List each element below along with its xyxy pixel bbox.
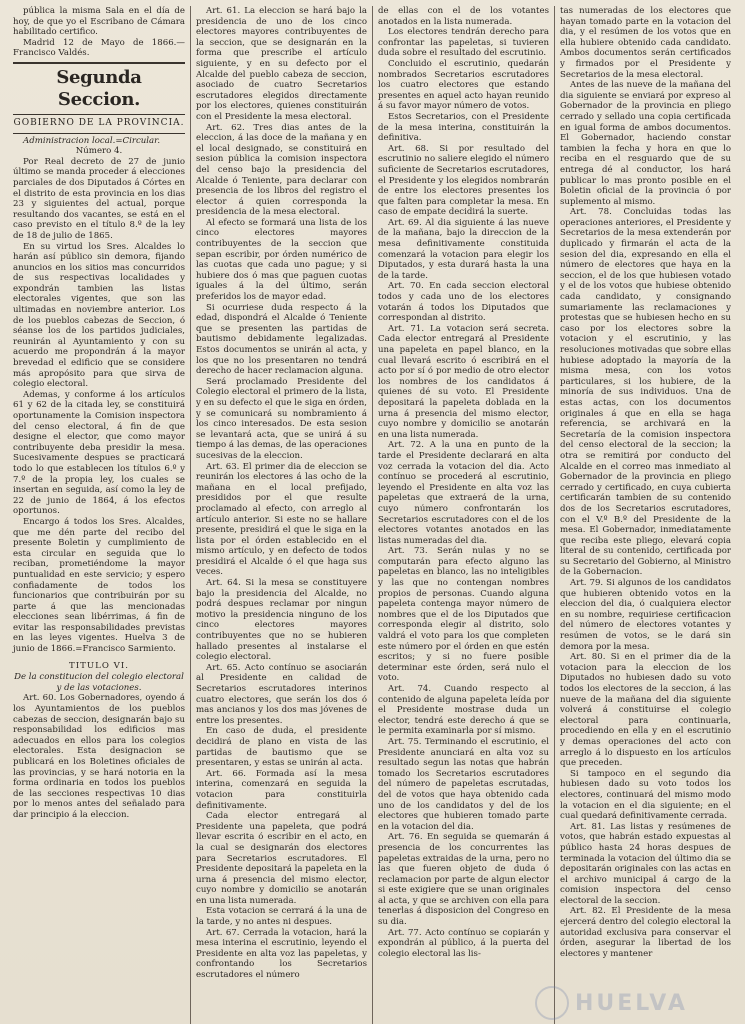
article-60: Art. 60. Los Gobernadores, oyendo á los Ayuntamientos de los pueblos cabezas de seccion, designarán bajo su responsabilidad los edificios mas adecuados en ellos para los colegios electorales. Esta designacion se publicará en los Boletines oficiales de las provincias, y se hará notoria en la forma ordinaria en todos los pueblos de las secciones respectivas 10 dias por lo menos antes del señalado para dar principio á la eleccion. [13,693,185,820]
paragraph: pública la misma Sala en el día de hoy, de que yo el Escribano de Cámara habilitado certifico. [13,6,185,38]
article-81: Art. 81. Las listas y resúmenes de votos, que habrán estado expuestas al público hasta 24 horas despues de terminada la votacion del último dia se depositarán originales con las actas en el archivo municipal á cargo de la comision inspectora del censo electoral de la seccion. [560,821,731,906]
paragraph: Si ocurriese duda respecto á la edad, dispondrá el Alcalde ó Teniente que se presenten las partidas de bautismo debidamente legalizadas. Estos documentos se unirán al acta, y los que no los presentaren no tendrá derecho de hacer reclamacion alguna. [196,302,367,377]
article-69: Art. 69. Al dia siguiente á las nueve de la mañana, bajo la direccion de la mesa definitivamente constituida comenzará la votacion para elegir los Diputados, y esta durará hasta la una de la tarde. [378,217,549,281]
section-heading: Segunda Seccion. [56,66,142,110]
article-62: Art. 62. Tres dias antes de la eleccion, á las doce de la mañana y en el local designado, se constituirá en sesion pública la comision inspectora del censo bajo la presidencia del Alcalde ó Teniente, para declarar con presencia de los libros del registro el elector á quien corresponda la presidencia de la mesa electoral. [196,122,367,218]
article-78: Art. 78. Concluidas todas las operaciones anteriores, el Presidente y Secretarios de la mesa extenderán por duplicado y firmarán el acta de la sesion del dia, expresando en ella el número de electores que haya en la seccion, el de los que hubiesen votado y el de los votos que hubiese obtenido cada candidato, y consignando sumariamente las reclamaciones y protestas que se hubiesen hecho en su caso por los electores sobre la votacion y el escrutinio, y las resoluciones motivadas que sobre ellas hubiese adoptado la mayoría de la misma mesa, con los votos particulares, si los hubiere, de la minoría de sus individuos. Una de estas actas, con los documentos originales á que en ella se haga referencia, se archivará en la Secretaría de la comision inspectora del censo electoral de la seccion; la otra se remitirá por conducto del Alcalde en el correo mas inmediato al Gobernador de la provincia en pliego cerrado y certificado, en cuya cubierta certificarán tambien de su contenido dos de los Secretarios escrutadores, con el V.º B.º del Presidente de la mesa. El Gobernador, inmediatamente que reciba este pliego, elevará copia literal de su contenido, certificada por su Secretario del Gobierno, al Ministro de la Gobernacion. [560,207,731,578]
article-75: Art. 75. Terminando el escrutinio, el Presidente anunciará en alta voz su resultado segun las notas que habrán tomado los Secretarios escrutadores del número de papeletas escrutadas, del de votos que haya obtenido cada uno de los candidatos y del de los electores que hubieren tomado parte en la votacion del dia. [378,736,549,832]
article-72: Art. 72. A la una en punto de la tarde el Presidente declarará en alta voz cerrada la votacion del dia. Acto contínuo se procederá al escrutinio, leyendo el Presidente en alta voz las papeletas que extraerá de la urna, cuyo número confrontarán los Secretarios escrutadores con el de los electores votantes anotados en las listas numeradas del dia. [378,440,549,546]
paragraph: Encargo á todos los Sres. Alcaldes, que me dén parte del recibo del presente Boletin y cumplimiento de esta circular en seguida que lo reciban, prometiéndome la mayor puntualidad en este servicio; y espero confiadamente de todos los funcionarios que contribuirán por su parte á que las mencionadas elecciones sean libérrimas, á fin de evitar las responsabilidades previstas en las leyes vigentes. Huelva 3 de junio de 1866.=Francisco Sarmiento. [13,516,185,655]
article-73: Art. 73. Serán nulas y no se computarán para efecto alguno las papeletas en blanco, las no inteligibles y las que no contengan nombres propios de personas. Cuando alguna papeleta contenga mayor número de nombres que el de los Diputados que corresponda elegir al distrito, solo valdrá el voto para los que completen este número por el órden en que estén escritos; y si no fuere posible determinar este órden, será nulo el voto. [378,546,549,684]
section-rule [13,62,185,64]
article-67: Art. 67. Cerrada la votacion, hará la mesa interina el escrutinio, leyendo el Presidente en alta voz las papeletas, y confrontando los Secretarios escrutadores el número [196,927,367,981]
paragraph: En caso de duda, el presidente decidirá de plano en vista de las partidas de bautismo que se presentaren, y estas se unirán al acta. [196,726,367,769]
article-74: Art. 74. Cuando respecto al contenido de alguna papeleta leída por el Presidente mostrase duda un elector, tendrá este derecho á que se le permita examinarla por sí mismo. [378,684,549,737]
article-76: Art. 76. En seguida se quemarán á presencia de los concurrentes las papeletas extraidas de la urna, pero no las que fueren objeto de duda ó reclamacion por parte de algun elector si este exigiere que se unan originales al acta, y que se archiven con ella para tenerlas á disposicion del Congreso en su dia. [378,832,549,928]
paragraph: Concluido el escrutinio, quedarán nombrados Secretarios escrutadores los cuatro electores que estando presentes en aquel acto hayan reunido á su favor mayor número de votos. [378,58,549,112]
text-columns [8,6,737,1024]
column-4 [554,6,736,1024]
column-1 [8,6,190,1024]
section-rule [13,114,185,115]
paragraph: Será proclamado Presidente del Colegio electoral el primero de la lista, y en su defecto el que le siga en órden, y se comunicará su nombramiento á los cinco interesados. De esta sesion se levantará acta, que se unirá á su tiempo á las demas, de las operaciones sucesivas de la eleccion. [196,376,367,461]
paragraph: de ellas con el de los votantes anotados en la lista numerada. [378,6,549,27]
watermark-text: HUELVA [575,990,688,1016]
article-79: Art. 79. Si algunos de los candidatos que hubieren obtenido votos en la eleccion del dia, ó cualquiera elector en su nombre, requiriese certificacion del número de electores votantes y resúmen de votos, se le dará sin demora por la mesa. [560,578,731,652]
article-68: Art. 68. Si por resultado del escrutinio no saliere elegido el número suficiente de Secretarios escrutadores, el Presidente y los elegidos nombrarán de entre los electores presentes los que falten para completar la mesa. En caso de empate decidirá la suerte. [378,143,549,218]
government-heading: GOBIERNO DE LA PROVINCIA. [13,117,185,128]
article-64: Art. 64. Si la mesa se constituyere bajo la presidencia del Alcalde, no podrá despues reclamar por ningun motivo la presidencia ninguno de los cinco electores mayores contribuyentes que no se hubieren hallado presentes al instalarse el colegio electoral. [196,578,367,663]
paragraph: Esta votacion se cerrará á la una de la tarde, y no antes ni despues. [196,906,367,928]
title-subheading: De la constitucion del colegio electoral y de las votaciones. [14,672,184,693]
article-63: Art. 63. El primer dia de eleccion se reunirán los electores á las ocho de la mañana en el local prefijado, presididos por el que resulte proclamado al efecto, con arreglo al artículo anterior. Si este no se hallare presente, presidirá el que le siga en la lista por el órden establecido en el mismo artículo, y en defecto de todos presidirá el Alcalde ó el que haga sus veces. [196,461,367,578]
paragraph: tas numeradas de los electores que hayan tomado parte en la votacion del dia, y el resúmen de los votos que en ella hubiere obtenido cada candidato. Ambos documentos serán certificados y firmados por el Presidente y Secretarios de la mesa electoral. [560,6,731,80]
date-signature: Madrid 12 de Mayo de 1866.— Francisco Valdés. [13,37,185,59]
column-3 [372,6,554,1024]
paragraph: En su virtud los Sres. Alcaldes lo harán así público sin demora, fijando anuncios en los sitios mas concurridos de sus respectivas localidades y expondrán tambien las listas electorales vigentes, que son las ultimadas en noviembre anterior. Los de los pueblos cabezas de Seccion, ó séanse los de los partidos judiciales, reunirán al Ayuntamiento y con su acuerdo me propondrán á la mayor brevedad el edificio que se considere más apropósito para que sirva de colegio electoral. [13,241,185,390]
archive-watermark [535,986,705,1020]
seal-icon [535,986,569,1020]
circular-heading: Administracion local.=Circular. [23,135,161,146]
paragraph: Estos Secretarios, con el Presidente de la mesa interina, constituirán la definitiva. [378,111,549,144]
heading-rule [13,133,185,134]
article-66: Art. 66. Formada así la mesa interina, comenzará en seguida la votacion para constituirla definitivamente. [196,768,367,811]
paragraph: Por Real decreto de 27 de junio último se manda proceder á elecciones parciales de dos Diputados á Córtes en el distrito de esta provincia en los dias 23 y siguientes del actual, porque resultando dos vacantes, se está en el caso previsto en el título 8.º de la ley de 18 de julio de 1865. [13,156,185,241]
circular-number: Número 4. [75,146,123,157]
paragraph: Si tampoco en el segundo dia hubiesen dado su voto todos los electores, continuará del mismo modo la votacion en el dia siguiente; en el cual quedará definitivamente cerrada. [560,768,731,822]
article-65: Art. 65. Acto contínuo se asociarán al Presidente en calidad de Secretarios escrutadores interinos cuatro electores, que serán los dos ó mas ancianos y los dos mas jóvenes de entre los presentes. [196,662,367,726]
paragraph: Los electores tendrán derecho para confrontar las papeletas, si tuvieren duda sobre el resultado del escrutinio. [378,27,549,59]
article-77: Art. 77. Acto contínuo se copiarán y expondrán al público, á la puerta del colegio electoral las lis- [378,927,549,959]
article-70: Art. 70. En cada seccion electoral todos y cada uno de los electores votarán á todos los Diputados que correspondan al distrito. [378,281,549,324]
article-61: Art. 61. La eleccion se hará bajo la presidencia de uno de los cinco electores mayores contribuyentes de la seccion, que se designarán en la forma que prescribe el artículo siguiente, y en su defecto por el Alcalde del pueblo cabeza de seccion, asociado de cuatro Secretarios escrutadores elegidos directamente por los electores, quienes constituirán con el Presidente la mesa electoral. [196,6,367,122]
column-2 [190,6,372,1024]
article-71: Art. 71. La votacion será secreta. Cada elector entregará al Presidente una papeleta en papel blanco, en la cual llevará escrito ó escribirá en el acto por sí ó por medio de otro elector los nombres de los candidatos á quienes dé su voto. El Presidente depositará la papeleta doblada en la urna á presencia del mismo elector, cuyo nombre y domicilio se anotarán en una lista numerada. [378,323,549,440]
title-heading: TITULO VI. [69,660,129,671]
paragraph: Antes de las nueve de la mañana del dia siguiente se enviará por expreso al Gobernador de la provincia en pliego cerrado y sellado una copia certificada en igual forma de ambos documentos. El Gobernador, haciendo constar tambien la fecha y hora en que lo reciba en el resguardo que de su entrega dé al conductor, los hará publicar lo mas pronto posible en el Boletin oficial de la provincia ó por suplemento al mismo. [560,80,731,207]
article-82: Art. 82. El Presidente de la mesa ejercerá dentro del colegio electoral la autoridad exclusiva para conservar el órden, asegurar la libertad de los electores y mantener [560,906,731,959]
paragraph: Al efecto se formará una lista de los cinco electores mayores contribuyentes de la seccion que sepan escribir, por órden numérico de las cuotas que cada uno pague; y si hubiere dos ó mas que paguen cuotas iguales á la del último, serán preferidos los de mayor edad. [196,217,367,303]
article-80: Art. 80. Si en el primer dia de la votacion para la eleccion de los Diputados no hubiesen dado su voto todos los electores de la seccion, á las nueve de la mañana del dia siguiente volverá á constituirse el colegio electoral para continuarla, procediendo en ella y en el escrutinio y demas operaciones del acto con arreglo á lo dispuesto en los artículos que preceden. [560,652,731,769]
paragraph: Cada elector entregará al Presidente una papeleta, que podrá llevar escrita ó escribir en el acto, en la cual se designarán dos electores para Secretarios escrutadores. El Presidente depositará la papeleta en la urna á presencia del mismo elector, cuyo nombre y domicilio se anotarán en una lista numerada. [196,811,367,906]
paragraph: Ademas, y conforme á los artículos 61 y 62 de la citada ley, se constituirá oportunamente la Comision inspectora del censo electoral, á fin de que designe el elector, que como mayor contribuyente deba presidir la mesa. Sucesivamente despues se practicará todo lo que establecen los títulos 6.º y 7.º de la propia ley, los cuales se insertan en seguida, así como la ley de 22 de junio de 1864, á los efectos oportunos. [13,389,185,517]
